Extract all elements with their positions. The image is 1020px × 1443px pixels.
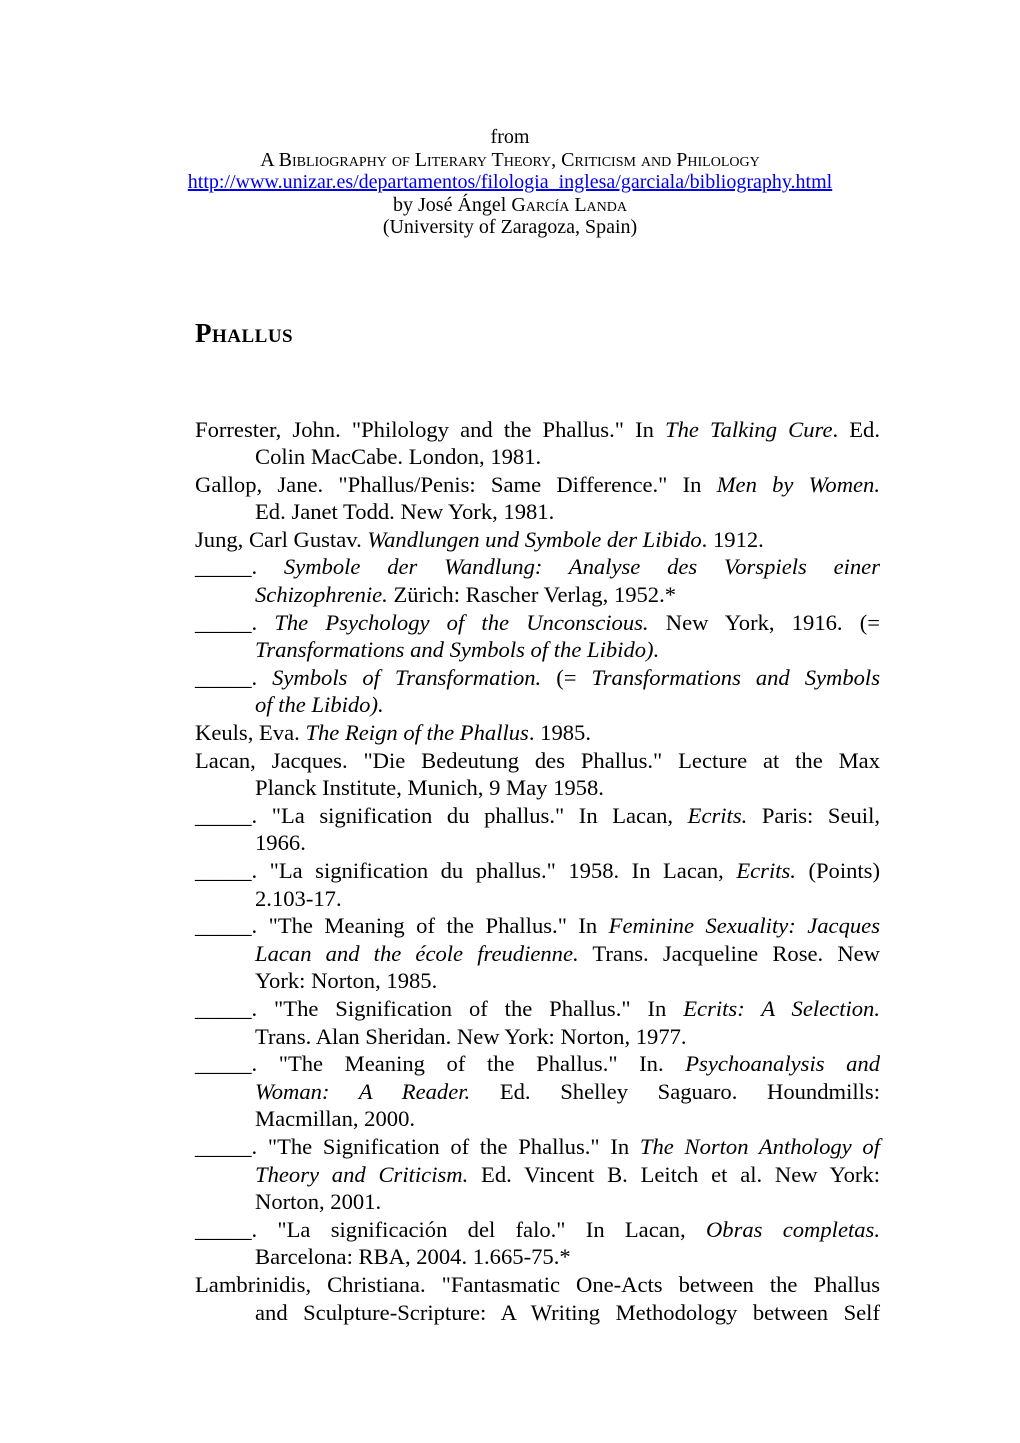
- header-url-line: [0, 171, 1020, 194]
- bibliography-text: _____. "La signification du phallus." 1958. In Lacan,: [195, 858, 737, 883]
- bibliography-italic-text: Transformations and Symbols: [591, 664, 880, 690]
- bibliography-text: 2.103-17.: [255, 885, 342, 911]
- bibliography-text: Gallop, Jane. "Phallus/Penis: Same Difference." In: [195, 471, 717, 497]
- bibliography-line: [255, 636, 880, 664]
- section-title: Phallus: [195, 317, 294, 348]
- bibliography-italic-text: Wandlungen und Symbole der Libido: [367, 526, 702, 552]
- bibliography-text: _____. "The Signification of the Phallus." In: [195, 1133, 640, 1159]
- bibliography-text: . 1985.: [528, 720, 591, 746]
- bibliography-text: _____. "The Signification of the Phallus." In: [195, 995, 684, 1021]
- bibliography-text: _____.: [195, 609, 275, 635]
- bibliography-italic-text: The Norton Anthology of: [639, 1133, 881, 1159]
- bibliography-text: Planck Institute, Munich, 9 May 1958.: [255, 775, 604, 801]
- bibliography-text: _____.: [195, 664, 273, 690]
- bibliography-italic-text: The Reign of the Phallus: [305, 720, 529, 746]
- bibliography-line: [195, 1050, 880, 1078]
- bibliography-italic-text: Lacan and the école freudienne.: [255, 940, 579, 966]
- bibliography-line: [255, 1188, 880, 1216]
- bibliography-italic-text: Woman: A Reader.: [255, 1078, 471, 1104]
- header-byline-name: García Landa: [511, 193, 627, 216]
- bibliography-italic-text: Ecrits: A Selection.: [683, 995, 881, 1021]
- header-byline: [0, 194, 1020, 217]
- bibliography-line: [195, 995, 880, 1023]
- bibliography-italic-text: Transformations and Symbols of the Libido).: [255, 637, 660, 663]
- header-affiliation: (University of Zaragoza, Spain): [382, 216, 638, 238]
- bibliography-text: Lacan, Jacques. "Die Bedeutung des Phallus." Lecture at the Max: [195, 747, 880, 773]
- bibliography-italic-text: Schizophrenie.: [255, 582, 388, 608]
- bibliography-line: [195, 857, 880, 885]
- bibliography-line: [255, 885, 880, 913]
- bibliography-italic-text: The Talking Cure: [665, 416, 833, 442]
- bibliography-text: Barcelona: RBA, 2004. 1.665-75.*: [255, 1244, 571, 1270]
- bibliography-line: [255, 498, 880, 526]
- header-byline-prefix: by José Ángel: [393, 193, 512, 216]
- bibliography-italic-text: Ecrits.: [736, 858, 796, 883]
- bibliography-text: Ed. Shelley Saguaro. Houndmills:: [470, 1078, 880, 1104]
- bibliography-line: [195, 526, 880, 554]
- bibliography-line: [195, 471, 880, 499]
- bibliography-italic-text: Symbole der Wandlung: Analyse des Vorspiels einer: [283, 554, 880, 580]
- bibliography-line: [195, 1271, 880, 1299]
- bibliography-line: [255, 1243, 880, 1271]
- bibliography-list: [195, 416, 880, 1327]
- bibliography-text: Forrester, John. "Philology and the Phallus." In: [195, 416, 666, 442]
- bibliography-text: . Ed.: [832, 416, 880, 442]
- bibliography-text: Keuls, Eva.: [195, 720, 306, 746]
- bibliography-italic-text: Theory and Criticism.: [255, 1161, 469, 1187]
- bibliography-text: Trans. Jacqueline Rose. New: [578, 940, 880, 966]
- bibliography-line: [255, 443, 880, 471]
- bibliography-text: Macmillan, 2000.: [255, 1106, 416, 1132]
- bibliography-text: (Points): [795, 858, 881, 883]
- bibliography-line: [255, 940, 880, 968]
- bibliography-italic-text: Symbols of Transformation.: [272, 664, 542, 690]
- document-header: [0, 126, 1020, 239]
- header-url-link[interactable]: http://www.unizar.es/departamentos/filologia_inglesa/garciala/bibliography.html: [187, 171, 833, 193]
- bibliography-line: [255, 581, 880, 609]
- bibliography-text: Lambrinidis, Christiana. "Fantasmatic One-Acts between the Phallus: [195, 1271, 880, 1297]
- bibliography-text: _____. "La significación del falo." In Lacan,: [195, 1216, 706, 1242]
- bibliography-line: [195, 802, 880, 830]
- bibliography-text: Ed. Janet Todd. New York, 1981.: [255, 499, 555, 525]
- bibliography-text: York: Norton, 1985.: [255, 968, 438, 994]
- bibliography-line: [255, 1161, 880, 1189]
- bibliography-italic-text: The Psychology of the Unconscious.: [274, 609, 649, 635]
- bibliography-line: [195, 664, 880, 692]
- header-bibliography-title: A Bibliography of Literary Theory, Criticism and Philology: [260, 148, 760, 171]
- bibliography-text: Trans. Alan Sheridan. New York: Norton, 1977.: [255, 1023, 687, 1049]
- bibliography-italic-text: Men by Women.: [716, 471, 881, 497]
- bibliography-text: Zürich: Rascher Verlag, 1952.*: [387, 582, 677, 608]
- bibliography-line: [195, 609, 880, 637]
- bibliography-line: [195, 719, 880, 747]
- bibliography-line: [255, 967, 880, 995]
- bibliography-italic-text: Psychoanalysis and: [685, 1051, 880, 1077]
- bibliography-italic-text: Feminine Sexuality: Jacques: [608, 913, 880, 939]
- bibliography-line: [195, 553, 880, 581]
- bibliography-line: [255, 1105, 880, 1133]
- bibliography-italic-text: Ecrits.: [687, 802, 748, 828]
- bibliography-italic-text: of the Libido).: [255, 692, 384, 718]
- bibliography-line: [195, 1133, 880, 1161]
- bibliography-text: Norton, 2001.: [255, 1189, 382, 1215]
- bibliography-text: Colin MacCabe. London, 1981.: [255, 444, 542, 470]
- bibliography-line: [195, 416, 880, 444]
- bibliography-text: _____. "The Meaning of the Phallus." In: [195, 913, 609, 939]
- bibliography-line: [195, 1216, 880, 1244]
- bibliography-text: _____. "La signification du phallus." In Lacan,: [195, 802, 688, 828]
- header-from: from: [490, 126, 530, 148]
- bibliography-text: Ed. Vincent B. Leitch et al. New York:: [468, 1161, 880, 1187]
- bibliography-line: [255, 829, 880, 857]
- bibliography-text: . 1912.: [701, 526, 764, 552]
- bibliography-text: New York, 1916. (=: [648, 609, 880, 635]
- bibliography-line: [195, 747, 880, 775]
- bibliography-line: [255, 1023, 880, 1051]
- bibliography-text: Jung, Carl Gustav.: [195, 526, 368, 552]
- bibliography-text: and Sculpture-Scripture: A Writing Methodology between Self: [255, 1299, 880, 1325]
- bibliography-line: [195, 912, 880, 940]
- bibliography-text: 1966.: [255, 830, 306, 856]
- bibliography-text: _____.: [195, 554, 284, 580]
- bibliography-text: _____. "The Meaning of the Phallus." In.: [195, 1051, 686, 1077]
- bibliography-text: Paris: Seuil,: [747, 802, 880, 828]
- bibliography-text: (=: [541, 664, 592, 690]
- bibliography-line: [255, 1299, 880, 1327]
- bibliography-line: [255, 1078, 880, 1106]
- bibliography-line: [255, 691, 880, 719]
- bibliography-line: [255, 774, 880, 802]
- bibliography-italic-text: Obras completas.: [705, 1216, 880, 1242]
